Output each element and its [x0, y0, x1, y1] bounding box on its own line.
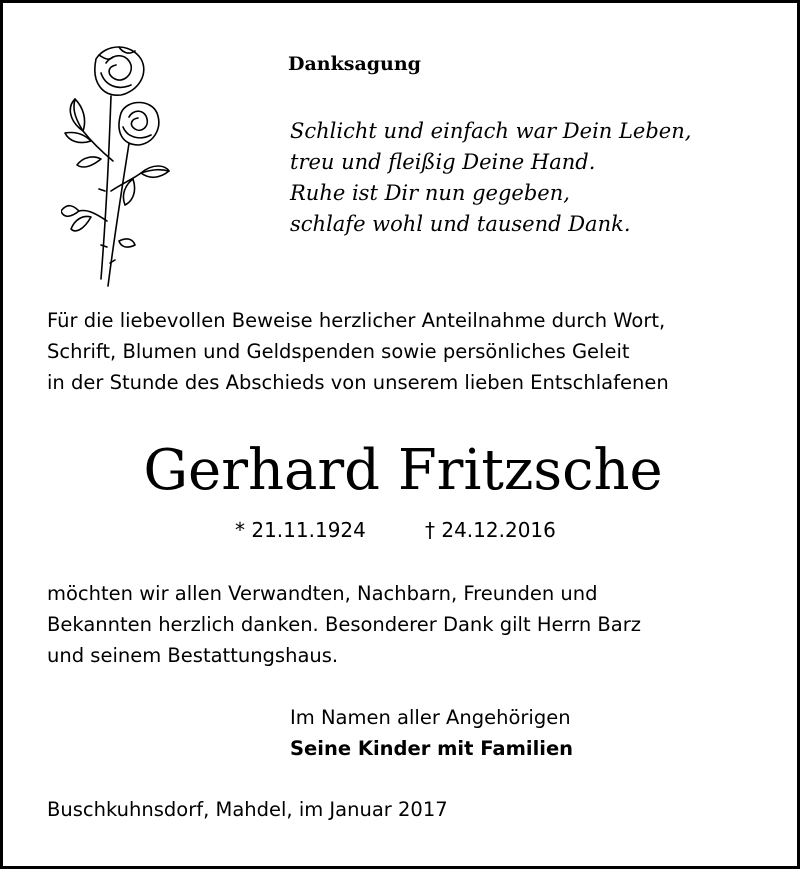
poem	[290, 116, 691, 240]
signature-names: Seine Kinder mit Familien	[290, 737, 574, 760]
poem-line: schlafe wohl und tausend Dank.	[290, 212, 631, 236]
intro-paragraph	[47, 305, 669, 398]
signature-line: Im Namen aller Angehörigen	[290, 706, 571, 729]
rose-icon	[61, 41, 171, 291]
place-date: Buschkuhnsdorf, Mahdel, im Januar 2017	[47, 798, 448, 821]
intro-line: in der Stunde des Abschieds von unserem lieben Entschlafenen	[47, 371, 669, 394]
thanks-line: möchten wir allen Verwandten, Nachbarn, Freunden und	[47, 582, 598, 605]
poem-line: Schlicht und einfach war Dein Leben,	[290, 119, 692, 143]
birth-date: * 21.11.1924	[235, 518, 366, 542]
deceased-name: Gerhard Fritzsche	[143, 438, 663, 503]
thanks-line: und seinem Bestattungshaus.	[47, 644, 339, 667]
notice-heading: Danksagung	[288, 53, 421, 75]
poem-line: Ruhe ist Dir nun gegeben,	[290, 181, 570, 205]
poem-line: treu und fleißig Deine Hand.	[290, 150, 596, 174]
death-date: † 24.12.2016	[425, 518, 556, 542]
thanks-line: Bekannten herzlich danken. Besonderer Dank gilt Herrn Barz	[47, 613, 641, 636]
thanks-paragraph	[47, 578, 641, 671]
intro-line: Für die liebevollen Beweise herzlicher Anteilnahme durch Wort,	[47, 309, 666, 332]
intro-line: Schrift, Blumen und Geldspenden sowie persönliches Geleit	[47, 340, 630, 363]
